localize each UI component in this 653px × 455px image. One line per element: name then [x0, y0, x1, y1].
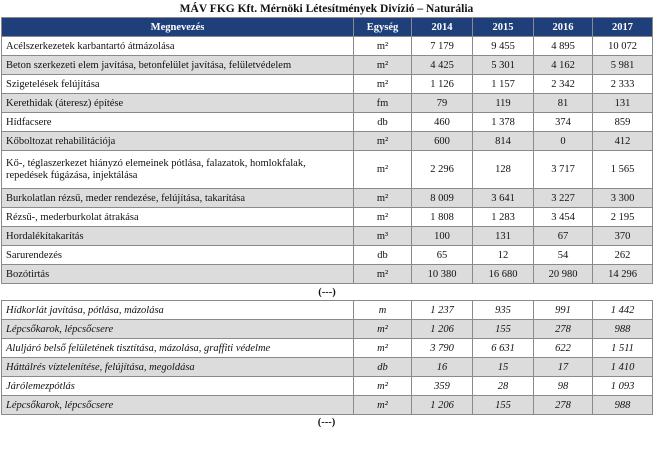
row-name: Hídkorlát javítása, pótlása, mázolása: [2, 301, 354, 320]
row-name: Lépcsőkarok, lépcsőcsere: [2, 396, 354, 415]
row-value: 6 631: [473, 339, 534, 358]
row-value: 1 206: [412, 320, 473, 339]
row-value: 1 237: [412, 301, 473, 320]
row-unit: db: [354, 358, 412, 377]
table-row: [2, 358, 653, 377]
table-row: [2, 396, 653, 415]
row-value: 131: [473, 227, 534, 246]
row-value: 374: [534, 113, 593, 132]
table-row: [2, 94, 653, 113]
row-value: 988: [593, 396, 653, 415]
row-value: 5 981: [593, 56, 653, 75]
row-value: 1 808: [412, 208, 473, 227]
header-name: Megnevezés: [2, 18, 354, 37]
row-unit: db: [354, 113, 412, 132]
row-value: 28: [473, 377, 534, 396]
row-unit: m²: [354, 396, 412, 415]
row-value: 1 126: [412, 75, 473, 94]
table-row: [2, 151, 653, 189]
row-value: 14 296: [593, 265, 653, 284]
table-body-second: [2, 301, 653, 415]
row-value: 65: [412, 246, 473, 265]
row-unit: m²: [354, 132, 412, 151]
row-name: Rézsű-, mederburkolat átrakása: [2, 208, 354, 227]
table-row: [2, 189, 653, 208]
row-name: Acélszerkezetek karbantartó átmázolása: [2, 37, 354, 56]
row-name: Burkolatlan rézsű, meder rendezése, felújítása, takarítása: [2, 189, 354, 208]
row-unit: m²: [354, 265, 412, 284]
row-value: 4 425: [412, 56, 473, 75]
table-row: [2, 339, 653, 358]
row-unit: m²: [354, 339, 412, 358]
row-value: 1 442: [593, 301, 653, 320]
page: [0, 1, 653, 455]
row-name: Hídfacsere: [2, 113, 354, 132]
row-unit: m²: [354, 56, 412, 75]
row-value: 4 895: [534, 37, 593, 56]
row-value: 814: [473, 132, 534, 151]
row-value: 54: [534, 246, 593, 265]
row-value: 1 283: [473, 208, 534, 227]
row-value: 100: [412, 227, 473, 246]
row-value: 17: [534, 358, 593, 377]
row-value: 278: [534, 320, 593, 339]
row-value: 262: [593, 246, 653, 265]
row-value: 1 206: [412, 396, 473, 415]
row-name: Háttálrés víztelenítése, felújítása, megoldása: [2, 358, 354, 377]
row-value: 991: [534, 301, 593, 320]
table-row: [2, 265, 653, 284]
table-row: [2, 301, 653, 320]
table-body-main: [2, 37, 653, 284]
row-value: 81: [534, 94, 593, 113]
row-name: Beton szerkezeti elem javítása, betonfelület javítása, felületvédelem: [2, 56, 354, 75]
row-value: 15: [473, 358, 534, 377]
row-value: 622: [534, 339, 593, 358]
row-value: 3 717: [534, 151, 593, 189]
row-value: 359: [412, 377, 473, 396]
header-2014: 2014: [412, 18, 473, 37]
row-name: Hordalékítakarítás: [2, 227, 354, 246]
row-value: 460: [412, 113, 473, 132]
row-value: 1 565: [593, 151, 653, 189]
row-name: Bozótirtás: [2, 265, 354, 284]
row-unit: m: [354, 301, 412, 320]
row-value: 859: [593, 113, 653, 132]
row-value: 131: [593, 94, 653, 113]
header-2017: 2017: [593, 18, 653, 37]
row-value: 10 380: [412, 265, 473, 284]
row-value: 10 072: [593, 37, 653, 56]
table-row: [2, 320, 653, 339]
row-value: 7 179: [412, 37, 473, 56]
row-value: 2 333: [593, 75, 653, 94]
row-unit: db: [354, 246, 412, 265]
table-row: [2, 75, 653, 94]
row-value: 988: [593, 320, 653, 339]
table-row: [2, 208, 653, 227]
row-value: 8 009: [412, 189, 473, 208]
row-name: Aluljáró belső felületének tisztítása, mázolása, graffiti védelme: [2, 339, 354, 358]
separator-row: [2, 284, 653, 301]
row-name: Kő-, téglaszerkezet hiányzó elemeinek pótlása, falazatok, homlokfalak, repedések fúgázása, injektálása: [2, 151, 354, 189]
row-unit: m³: [354, 227, 412, 246]
row-unit: m²: [354, 75, 412, 94]
table-row: [2, 246, 653, 265]
row-unit: m²: [354, 320, 412, 339]
separator: (---): [2, 284, 653, 301]
row-unit: m²: [354, 377, 412, 396]
row-value: 935: [473, 301, 534, 320]
row-value: 412: [593, 132, 653, 151]
row-value: 2 342: [534, 75, 593, 94]
row-value: 155: [473, 396, 534, 415]
row-unit: m²: [354, 208, 412, 227]
row-value: 5 301: [473, 56, 534, 75]
row-name: Lépcsőkarok, lépcsőcsere: [2, 320, 354, 339]
row-value: 98: [534, 377, 593, 396]
header-2015: 2015: [473, 18, 534, 37]
row-value: 16 680: [473, 265, 534, 284]
row-value: 3 641: [473, 189, 534, 208]
row-value: 1 157: [473, 75, 534, 94]
table-row: [2, 377, 653, 396]
row-value: 1 093: [593, 377, 653, 396]
table-row: [2, 37, 653, 56]
row-value: 12: [473, 246, 534, 265]
row-unit: m²: [354, 189, 412, 208]
row-value: 1 378: [473, 113, 534, 132]
table-row: [2, 56, 653, 75]
row-name: Járólemezpótlás: [2, 377, 354, 396]
row-value: 119: [473, 94, 534, 113]
row-value: 4 162: [534, 56, 593, 75]
row-value: 9 455: [473, 37, 534, 56]
row-value: 16: [412, 358, 473, 377]
row-value: 3 227: [534, 189, 593, 208]
row-name: Kőboltozat rehabilitációja: [2, 132, 354, 151]
table-row: [2, 132, 653, 151]
row-value: 67: [534, 227, 593, 246]
row-value: 3 790: [412, 339, 473, 358]
row-name: Szigetelések felújítása: [2, 75, 354, 94]
row-value: 2 195: [593, 208, 653, 227]
row-unit: fm: [354, 94, 412, 113]
row-value: 20 980: [534, 265, 593, 284]
bottom-separator: (---): [317, 417, 336, 428]
row-value: 155: [473, 320, 534, 339]
row-unit: m²: [354, 37, 412, 56]
row-unit: m²: [354, 151, 412, 189]
row-value: 370: [593, 227, 653, 246]
row-value: 3 300: [593, 189, 653, 208]
row-value: 128: [473, 151, 534, 189]
row-value: 3 454: [534, 208, 593, 227]
data-table: [1, 17, 653, 415]
header-row: [2, 18, 653, 37]
header-2016: 2016: [534, 18, 593, 37]
row-value: 600: [412, 132, 473, 151]
table-row: [2, 113, 653, 132]
row-value: 1 410: [593, 358, 653, 377]
header-unit: Egység: [354, 18, 412, 37]
row-value: 79: [412, 94, 473, 113]
row-value: 278: [534, 396, 593, 415]
row-value: 1 511: [593, 339, 653, 358]
table-row: [2, 227, 653, 246]
row-name: Kerethidak (áteresz) építése: [2, 94, 354, 113]
row-value: 0: [534, 132, 593, 151]
row-name: Sarurendezés: [2, 246, 354, 265]
row-value: 2 296: [412, 151, 473, 189]
table-title: MÁV FKG Kft. Mérnöki Létesítmények Divízió – Naturália: [179, 3, 474, 15]
